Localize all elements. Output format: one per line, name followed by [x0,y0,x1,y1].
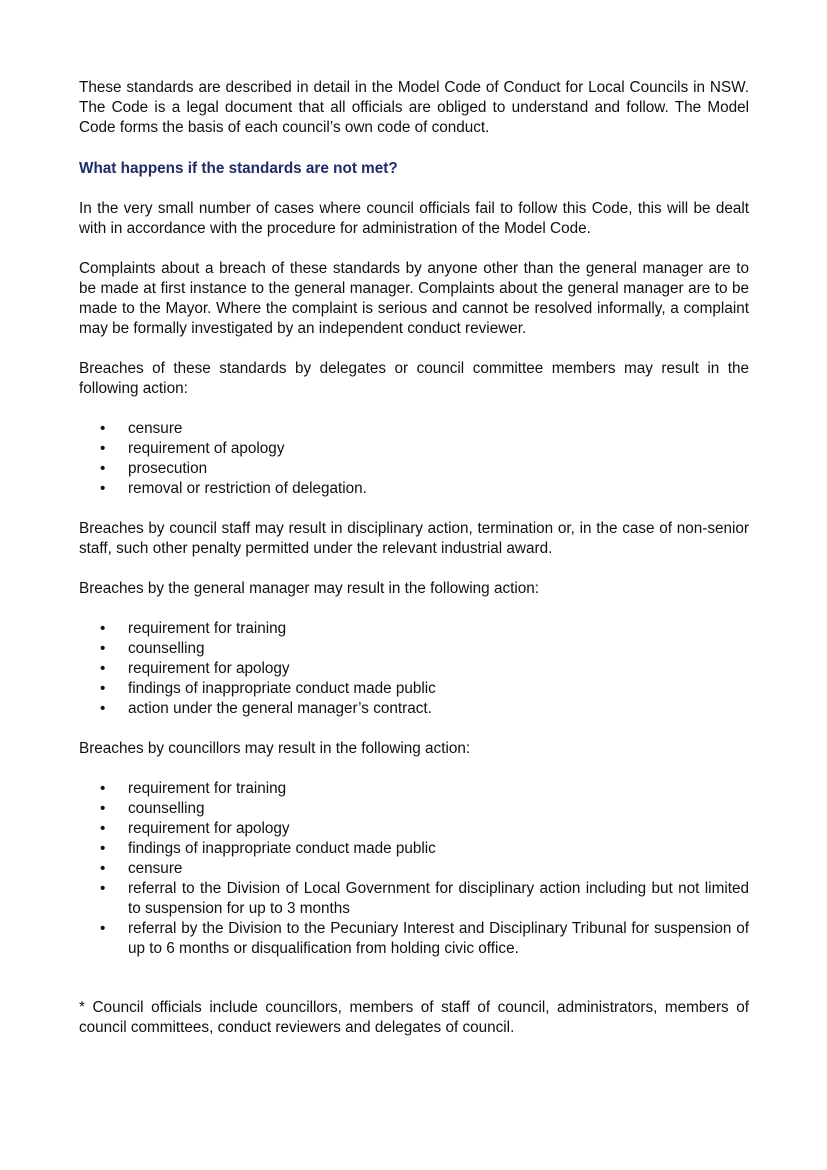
paragraph-councillor-breaches: Breaches by councillors may result in the following action: [79,740,471,757]
delegates-action-list [79,419,749,499]
list-item: • findings of inappropriate conduct made public [79,839,749,859]
paragraph-complaints: Complaints about a breach of these standards by anyone other than the general manager are to be made at first instance to the general manager. Complaints about the general manager are to be made to the Mayor. Where the complaint is serious and cannot be resolved informally, a complaint may be formally investigated by an independent conduct reviewer. [79,260,749,337]
list-item: • requirement of apology [79,439,749,459]
section-heading: What happens if the standards are not met? [79,160,398,177]
list-item: • referral by the Division to the Pecuniary Interest and Disciplinary Tribunal for suspension of up to 6 months or disqualification from holding civic office. [79,919,749,959]
list-item: • censure [79,419,749,439]
councillor-action-list [79,779,749,959]
list-item: • findings of inappropriate conduct made public [79,679,749,699]
list-item: • referral to the Division of Local Government for disciplinary action including but not limited to suspension for up to 3 months [79,879,749,919]
list-item: • censure [79,859,749,879]
list-item: • requirement for training [79,779,749,799]
list-item: • counselling [79,799,749,819]
list-item: • requirement for apology [79,819,749,839]
list-item: • removal or restriction of delegation. [79,479,749,499]
gm-action-list [79,619,749,719]
list-item: • action under the general manager’s contract. [79,699,749,719]
list-item: • requirement for apology [79,659,749,679]
footnote: * Council officials include councillors, members of staff of council, administrators, members of council committees, conduct reviewers and delegates of council. [79,999,749,1036]
intro-paragraph: These standards are described in detail in the Model Code of Conduct for Local Councils in NSW. The Code is a legal document that all officials are obliged to understand and follow. The Model Code forms the basis of each council’s own code of conduct. [79,79,749,136]
paragraph-staff-breaches: Breaches by council staff may result in disciplinary action, termination or, in the case of non-senior staff, such other penalty permitted under the relevant industrial award. [79,520,749,557]
paragraph-delegates-breaches: Breaches of these standards by delegates or council committee members may result in the following action: [79,360,749,397]
list-item: • requirement for training [79,619,749,639]
list-item: • counselling [79,639,749,659]
paragraph-gm-breaches: Breaches by the general manager may result in the following action: [79,580,540,597]
list-item: • prosecution [79,459,749,479]
paragraph-procedure: In the very small number of cases where council officials fail to follow this Code, this will be dealt with in accordance with the procedure for administration of the Model Code. [79,200,749,237]
